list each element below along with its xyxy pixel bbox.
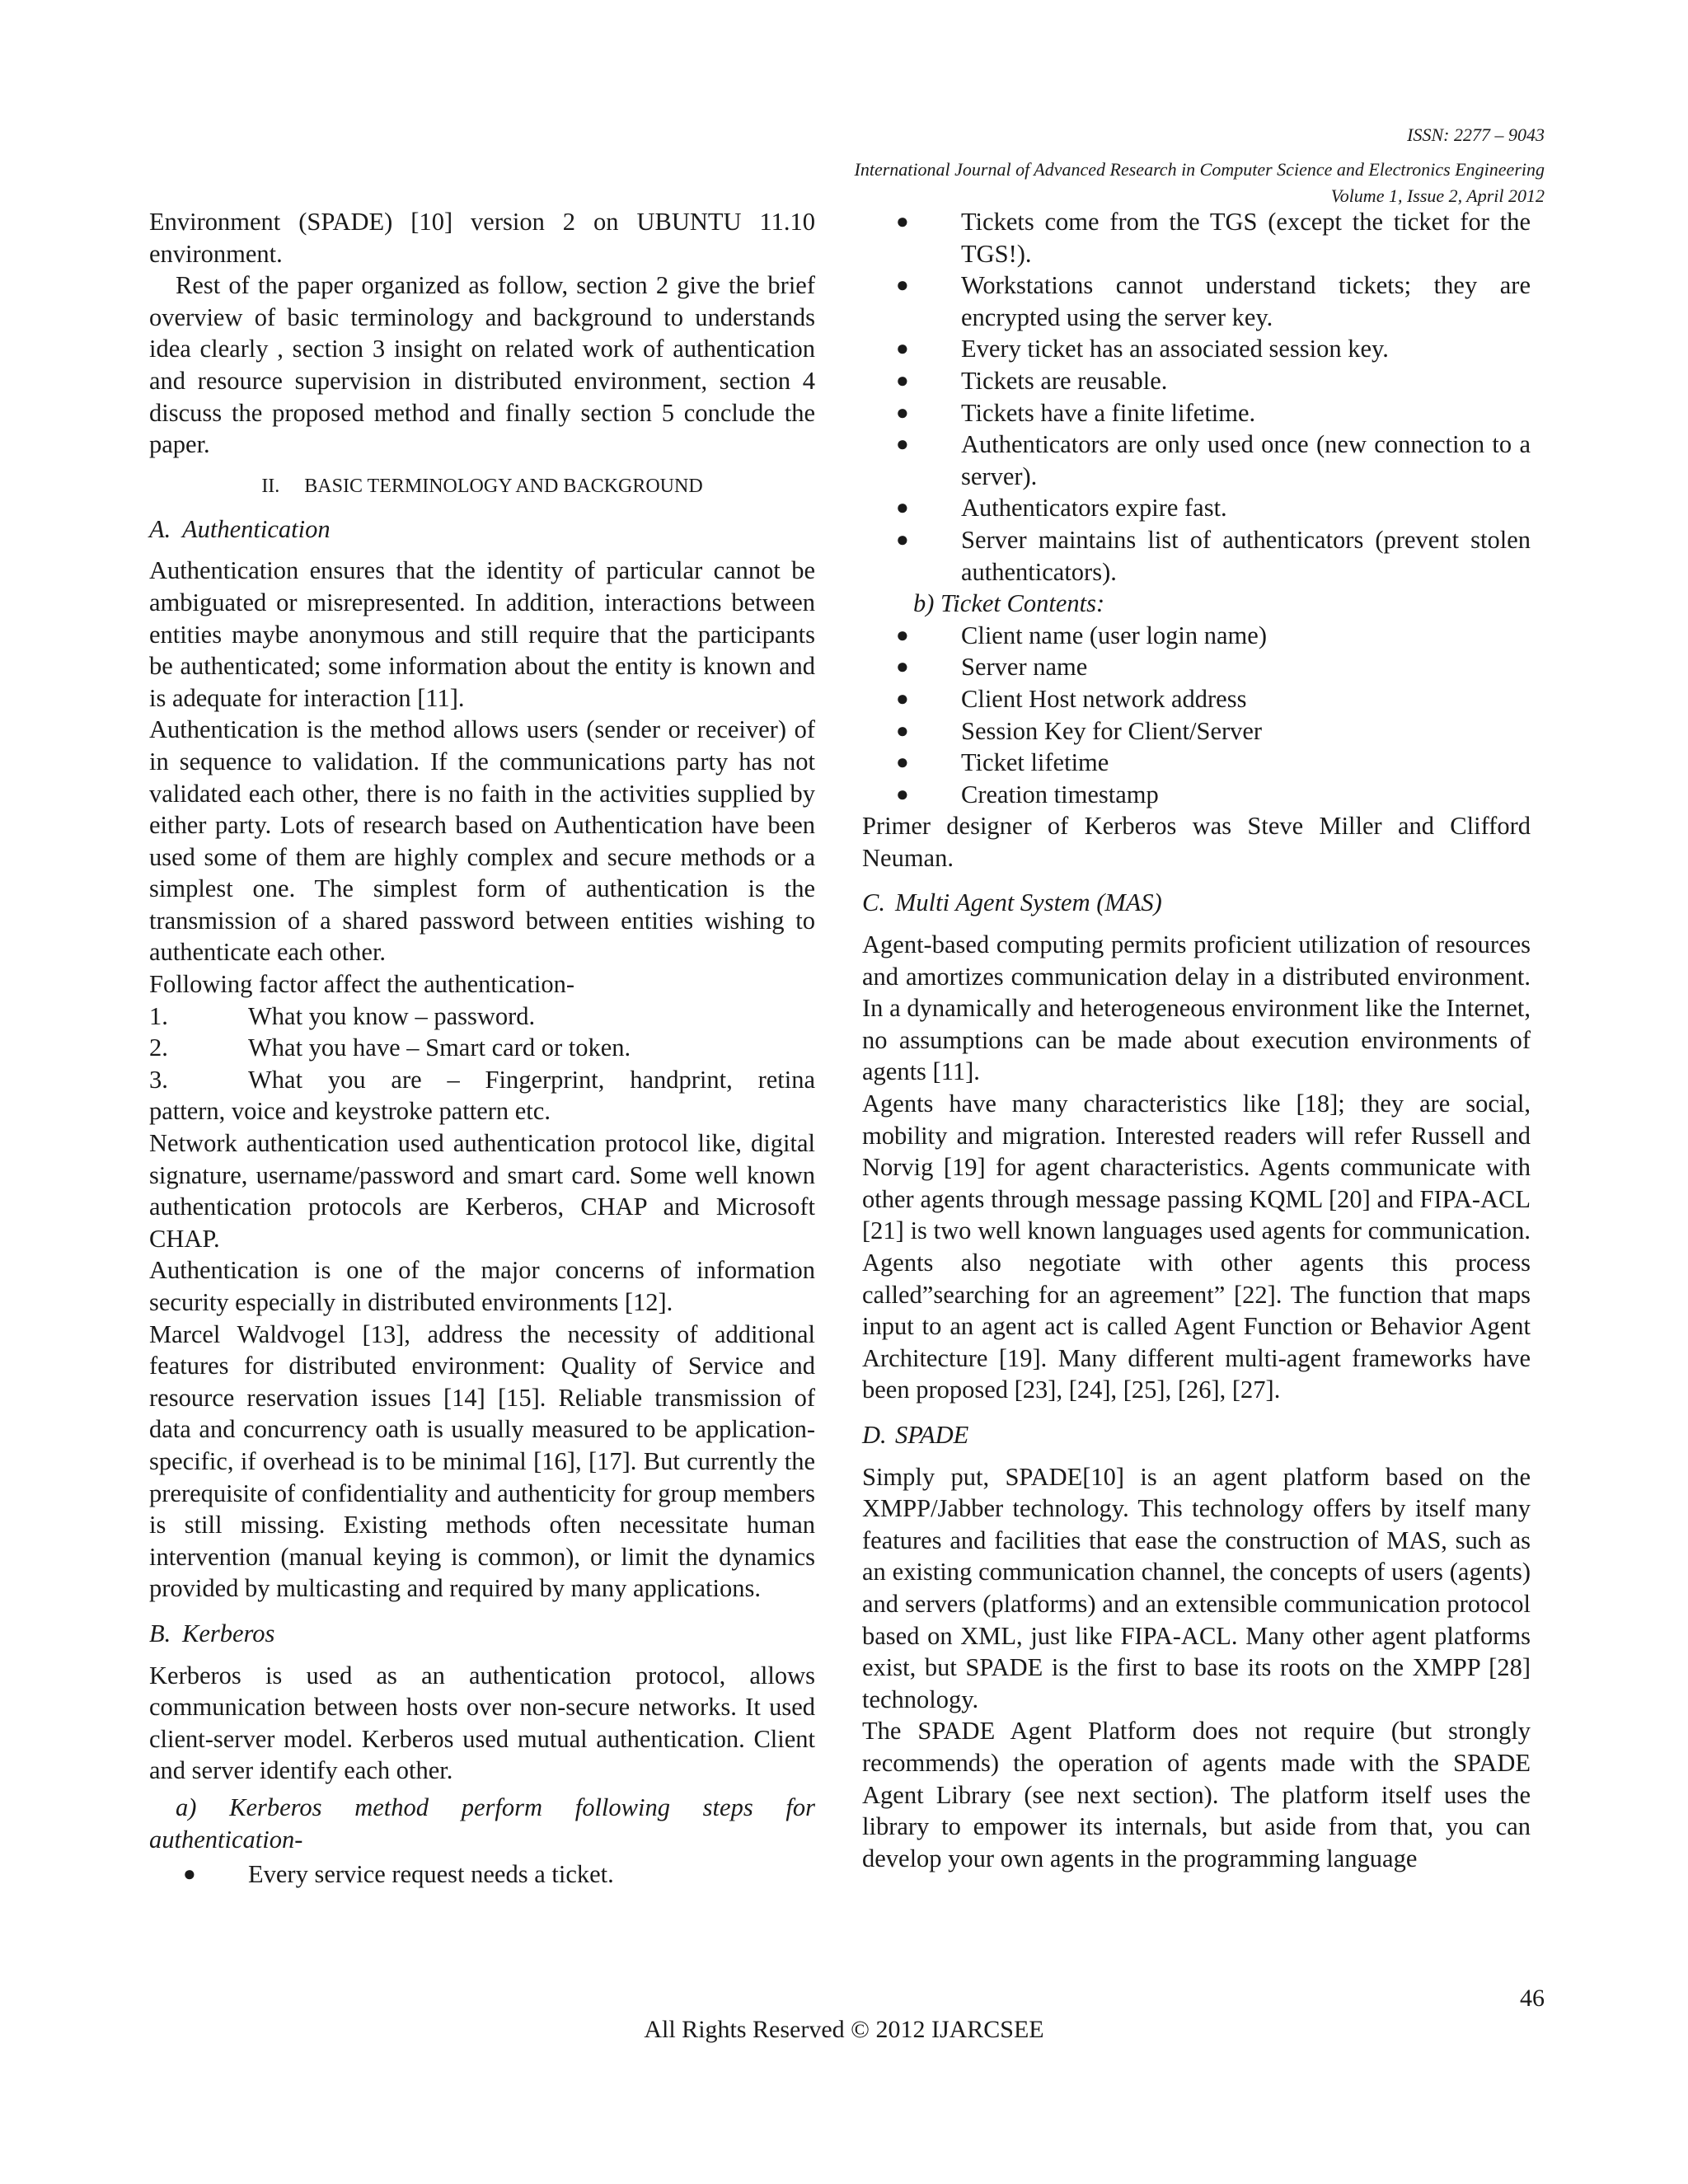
bullet-text: Authenticators are only used once (new connection to a server). — [961, 430, 1531, 490]
bullet-text: Client Host network address — [961, 684, 1247, 713]
header-volume: Volume 1, Issue 2, April 2012 — [1330, 185, 1545, 206]
bullet-item — [862, 365, 1531, 397]
list-number: 1. — [149, 1001, 168, 1030]
bullet-text: Session Key for Client/Server — [961, 716, 1263, 745]
subsection-title: Multi Agent System (MAS) — [895, 888, 1162, 917]
list-item — [149, 1032, 815, 1064]
right-column — [862, 206, 1531, 1874]
bullet-text: Workstations cannot understand tickets; they are encrypted using the server key. — [961, 271, 1531, 331]
bullet-item — [862, 715, 1531, 748]
bullet-text: Client name (user login name) — [961, 621, 1267, 649]
list-number: 3. — [149, 1065, 168, 1094]
list-number: 2. — [149, 1033, 168, 1062]
paragraph: Primer designer of Kerberos was Steve Miller and Clifford Neuman. — [862, 812, 1531, 872]
bullet-text: Every ticket has an associated session key. — [961, 335, 1389, 363]
section-title: BASIC TERMINOLOGY AND BACKGROUND — [304, 475, 703, 497]
bullet-item — [149, 1858, 815, 1891]
bullet-text: Ticket lifetime — [961, 748, 1109, 777]
paragraph: Marcel Waldvogel [13], address the necessity of additional features for distributed environment: Quality of Service and resource reservation issues [14] [15]. Reliable transmission of data and concurrency oath is usually measured to be application-specific, if overhead is to be minimal [16], [17]. But currently the prerequisite of confidentiality and authenticity for group members is still missing. Existing methods often necessitate human intervention (manual keying is common), or limit the dynamics provided by multicasting and required by many applications. — [149, 1319, 815, 1603]
bullet-icon: ● — [896, 718, 909, 743]
bullet-item — [862, 269, 1531, 333]
bullet-icon: ● — [896, 622, 909, 647]
bullet-text: Creation timestamp — [961, 780, 1159, 808]
paragraph: Kerberos is used as an authentication protocol, allows communication between hosts over non-secure networks. It used client-server model. Kerberos used mutual authentication. Client and server identify each other. — [149, 1661, 815, 1785]
list-text: What you know – password. — [248, 1001, 536, 1030]
subsection-letter: A. — [149, 514, 171, 543]
bullet-text: Server name — [961, 653, 1088, 682]
bullet-item — [862, 492, 1531, 524]
bullet-item — [862, 429, 1531, 492]
bullet-item — [862, 206, 1531, 269]
bullet-icon: ● — [896, 527, 909, 551]
bullet-icon: ● — [896, 336, 909, 361]
subsubsection-heading: a) Kerberos method perform following steps for authentication- — [149, 1793, 815, 1854]
bullet-icon: ● — [896, 495, 909, 520]
paragraph: Simply put, SPADE[10] is an agent platform based on the XMPP/Jabber technology. This technology offers by itself many features and facilities that ease the construction of MAS, such as an existing communication channel, the concepts of users (agents) and servers (platforms) and an extensible communication protocol based on XML, just like FIPA-ACL. Many other agent platforms exist, but SPADE is the first to base its roots on the XMPP [28] technology. — [862, 1462, 1531, 1713]
bullet-text: Every service request needs a ticket. — [248, 1860, 614, 1889]
subsection-title: Authentication — [182, 514, 331, 543]
list-text: What you are – Fingerprint, handprint, retina — [248, 1065, 815, 1094]
bullet-icon: ● — [183, 1862, 196, 1886]
bullet-item — [862, 333, 1531, 365]
paragraph: Network authentication used authentication protocol like, digital signature, username/password and smart card. Some well known authentication protocols are Kerberos, CHAP and Microsoft CHAP. — [149, 1129, 815, 1253]
subsection-letter: D. — [862, 1420, 887, 1449]
paragraph: Following factor affect the authentication- — [149, 970, 575, 999]
bullet-icon: ● — [896, 368, 909, 392]
paragraph: Environment (SPADE) [10] version 2 on UBUNTU 11.10 environment. — [149, 208, 815, 268]
paragraph: Authentication ensures that the identity of particular cannot be ambiguated or misrepresented. In addition, interactions between entities maybe anonymous and still require that the participants be authenticated; some information about the entity is known and is adequate for interaction [11]. — [149, 556, 815, 712]
bullet-text: Authenticators expire fast. — [961, 494, 1227, 523]
subsection-heading — [149, 1618, 815, 1650]
paragraph: Agent-based computing permits proficient utilization of resources and amortizes communication delay in a distributed environment. In a dynamically and heterogeneous environment like the Internet, no assumptions can be made about execution environments of agents [11]. — [862, 930, 1531, 1086]
bullet-icon: ● — [896, 781, 909, 806]
subsection-title: Kerberos — [182, 1619, 275, 1647]
paragraph: Rest of the paper organized as follow, section 2 give the brief overview of basic terminology and background to understands idea clearly , section 3 insight on related work of authentication and resource supervision in distributed environment, section 4 discuss the proposed method and finally section 5 conclude the paper. — [149, 271, 815, 459]
bullet-item — [862, 747, 1531, 779]
section-heading — [149, 472, 815, 500]
bullet-icon: ● — [896, 432, 909, 457]
list-item — [149, 1001, 815, 1033]
bullet-icon: ● — [896, 400, 909, 424]
left-column — [149, 206, 815, 1891]
paragraph: Authentication is the method allows users (sender or receiver) of in sequence to validation. If the communications party has not validated each other, there is no faith in the activities supplied by either party. Lots of research based on Authentication have been used some of them are highly complex and secure methods or a simplest one. The simplest form of authentication is the transmission of a shared password between entities wishing to authenticate each other. — [149, 715, 815, 967]
subsubsection-heading: b) Ticket Contents: — [913, 589, 1105, 618]
bullet-item — [862, 683, 1531, 715]
bullet-text: Server maintains list of authenticators (prevent stolen authenticators). — [961, 525, 1531, 586]
footer-copyright: All Rights Reserved © 2012 IJARCSEE — [644, 2016, 1044, 2043]
bullet-item — [862, 620, 1531, 652]
bullet-icon: ● — [896, 209, 909, 233]
paragraph: Authentication is one of the major concerns of information security especially in distributed environments [12]. — [149, 1256, 815, 1316]
paragraph: The SPADE Agent Platform does not require (but strongly recommends) the operation of agents made with the SPADE Agent Library (see next section). The platform itself uses the library to empower its internals, but aside from that, you can develop your own agents in the programming language — [862, 1717, 1531, 1872]
list-text-continuation: pattern, voice and keystroke pattern etc. — [149, 1097, 551, 1126]
header-issn: ISSN: 2277 – 9043 — [1407, 124, 1545, 145]
subsection-letter: C. — [862, 888, 885, 917]
page-number: 46 — [1520, 1985, 1545, 2012]
subsection-heading — [862, 887, 1531, 919]
subsection-letter: B. — [149, 1619, 171, 1647]
list-text: What you have – Smart card or token. — [248, 1033, 631, 1062]
bullet-item — [862, 779, 1531, 811]
header-journal-title: International Journal of Advanced Research in Computer Science and Electronics Engineering — [854, 159, 1545, 180]
paragraph: Agents have many characteristics like [18]; they are social, mobility and migration. Interested readers will refer Russell and Norvig [19] for agent characteristics. Agents communicate with other agents through message passing KQML [20] and FIPA-ACL [21] is two well known languages used agents for communication. Agents also negotiate with other agents this process called”searching for an agreement” [22]. The function that maps input to an agent act is called Agent Function or Behavior Agent Architecture [19]. Many different multi-agent frameworks have been proposed [23], [24], [25], [26], [27]. — [862, 1090, 1531, 1404]
bullet-item — [862, 524, 1531, 588]
bullet-icon: ● — [896, 273, 909, 298]
bullet-icon: ● — [896, 654, 909, 679]
bullet-item — [862, 651, 1531, 683]
section-number: II. — [261, 475, 280, 497]
bullet-icon: ● — [896, 686, 909, 710]
list-item — [149, 1064, 815, 1096]
subsection-title: SPADE — [895, 1420, 969, 1449]
bullet-item — [862, 397, 1531, 429]
bullet-text: Tickets have a finite lifetime. — [961, 398, 1256, 427]
bullet-icon: ● — [896, 750, 909, 775]
bullet-text: Tickets come from the TGS (except the ticket for the TGS!). — [961, 208, 1531, 268]
subsection-heading — [149, 513, 815, 546]
bullet-text: Tickets are reusable. — [961, 366, 1168, 395]
subsection-heading — [862, 1419, 1531, 1451]
